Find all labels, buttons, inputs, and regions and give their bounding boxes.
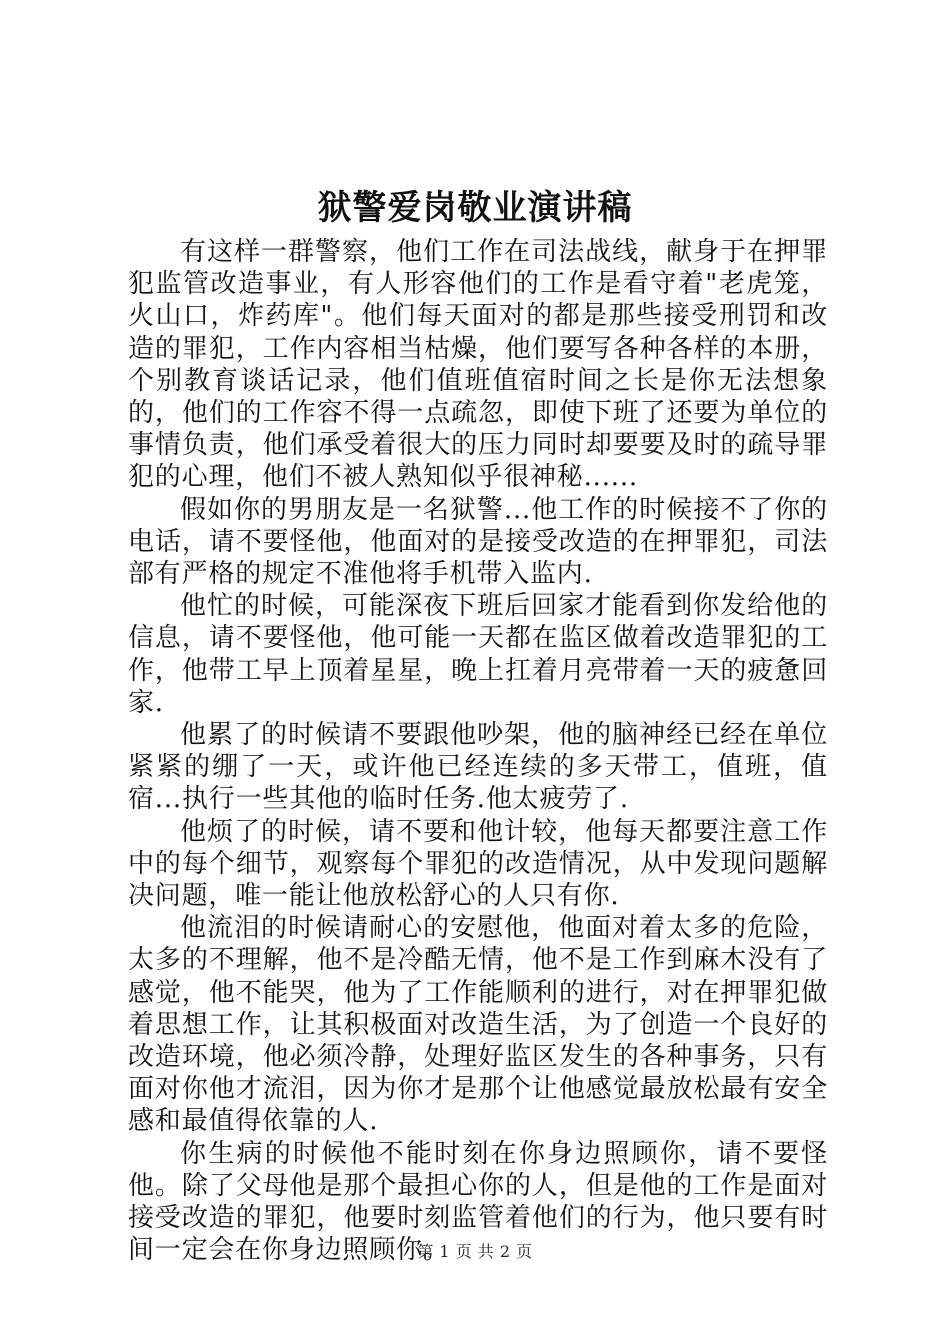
paragraph: 假如你的男朋友是一名狱警...他工作的时候接不了你的电话，请不要怪他，他面对的是接受改造的在押罪犯，司法部有严格的规定不准他将手机带入监内.	[128, 494, 828, 590]
paragraph: 他累了的时候请不要跟他吵架，他的脑神经已经在单位紧紧的绷了一天，或许他已经连续的多天带工，值班，值宿...执行一些其他的临时任务.他太疲劳了.	[128, 720, 828, 815]
document-body	[128, 236, 828, 1267]
paragraph: 你生病的时候他不能时刻在你身边照顾你，请不要怪他。除了父母他是那个最担心你的人，但是他的工作是面对接受改造的罪犯，他要时刻监管着他们的行为，他只要有时间一定会在你身边照顾你。	[128, 1138, 828, 1266]
paragraph: 他流泪的时候请耐心的安慰他，他面对着太多的危险，太多的不理解，他不是冷酷无情，他不是工作到麻木没有了感觉，他不能哭，他为了工作能顺利的进行，对在押罪犯做着思想工作，让其积极面对改造生活，为了创造一个良好的改造环境，他必须冷静，处理好监区发生的各种事务，只有面对你他才流泪，因为你才是那个让他感觉最放松最有安全感和最值得依靠的人.	[128, 913, 828, 1137]
page-number-footer: 第 1 页 共 2 页	[417, 1242, 533, 1261]
paragraph: 他烦了的时候，请不要和他计较，他每天都要注意工作中的每个细节，观察每个罪犯的改造情况，从中发现问题解决问题，唯一能让他放松舒心的人只有你.	[128, 816, 828, 912]
paragraph: 有这样一群警察，他们工作在司法战线，献身于在押罪犯监管改造事业，有人形容他们的工作是看守着"老虎笼，火山口，炸药库"。他们每天面对的都是那些接受刑罚和改造的罪犯，工作内容相当枯燥，他们要写各种各样的本册，个别教育谈话记录，他们值班值宿时间之长是你无法想象的，他们的工作容不得一点疏忽，即使下班了还要为单位的事情负责，他们承受着很大的压力同时却要要及时的疏导罪犯的心理，他们不被人熟知似乎很神秘......	[128, 237, 828, 493]
paragraph: 他忙的时候，可能深夜下班后回家才能看到你发给他的信息，请不要怪他，他可能一天都在监区做着改造罪犯的工作，他带工早上顶着星星，晚上扛着月亮带着一天的疲惫回家.	[128, 591, 828, 718]
document-title: 狱警爱岗敬业演讲稿	[317, 188, 633, 228]
